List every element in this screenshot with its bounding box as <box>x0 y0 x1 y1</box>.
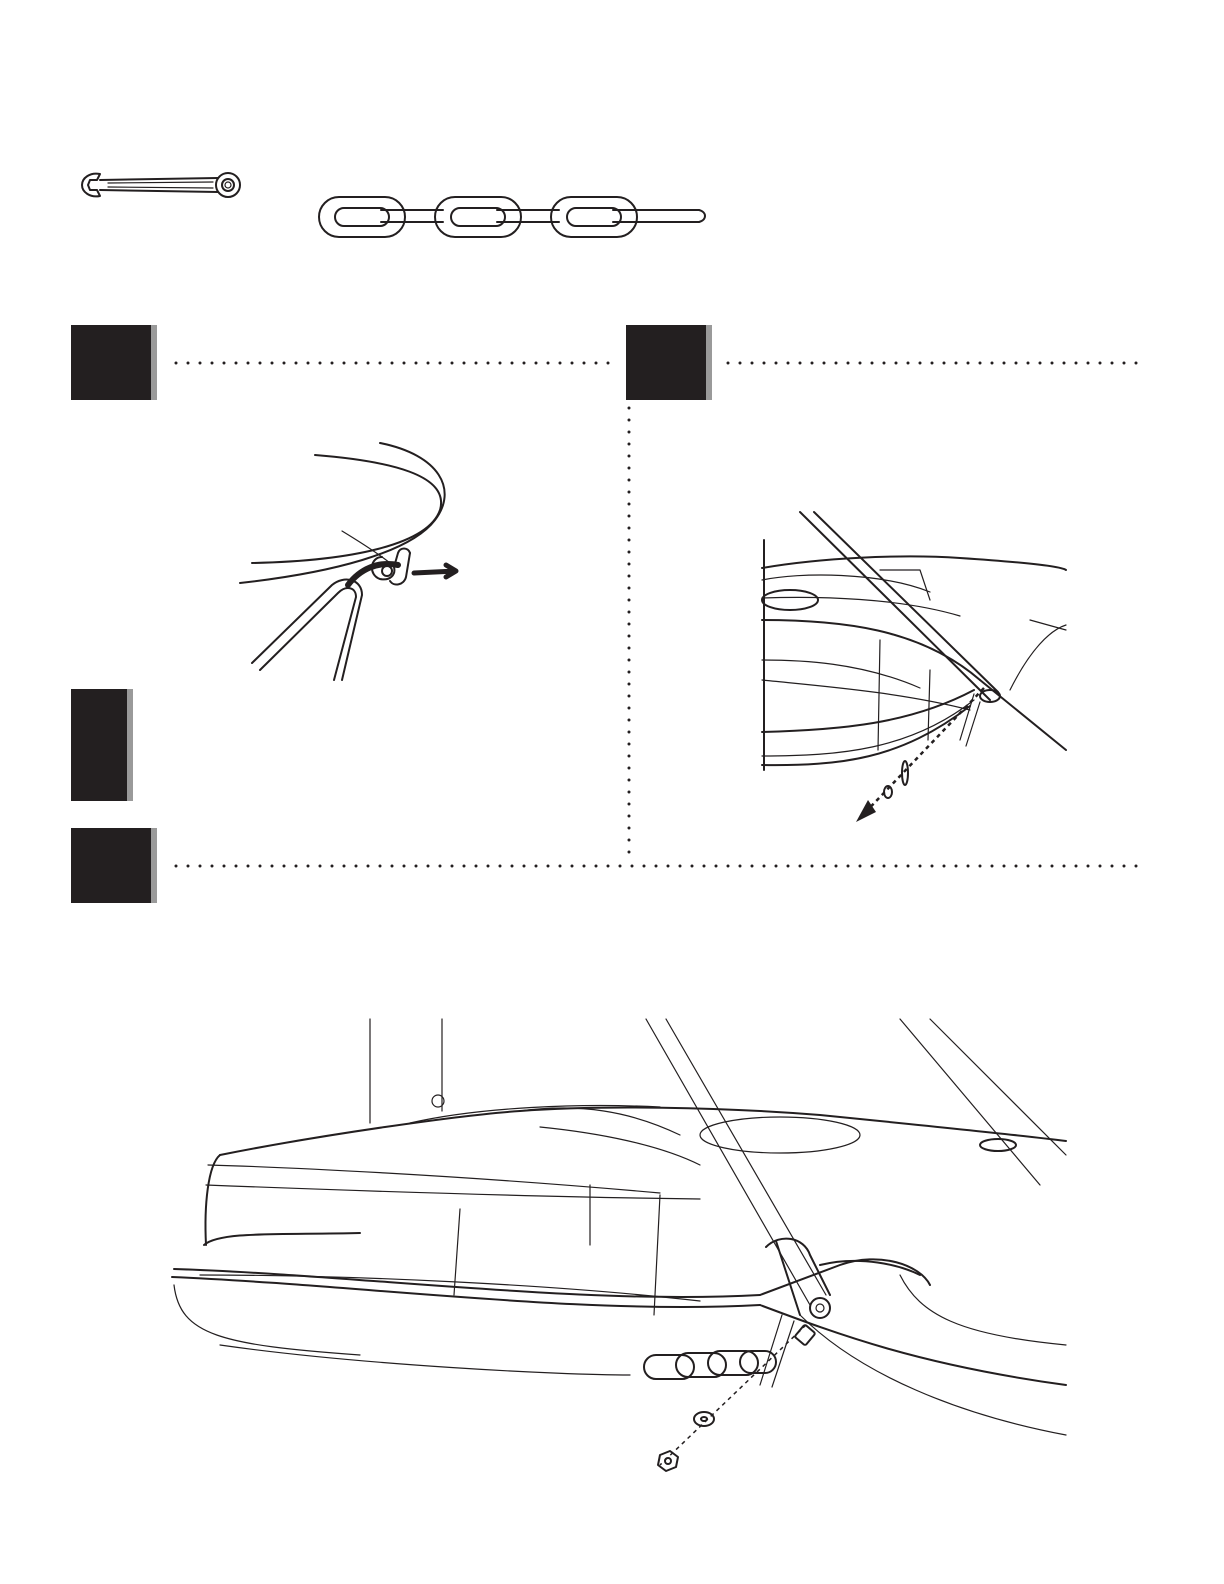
step-1-illustration <box>230 435 470 685</box>
step-2-illustration <box>760 510 1070 830</box>
step-4-illustration <box>160 1015 1070 1485</box>
attached-chain <box>644 1351 776 1379</box>
